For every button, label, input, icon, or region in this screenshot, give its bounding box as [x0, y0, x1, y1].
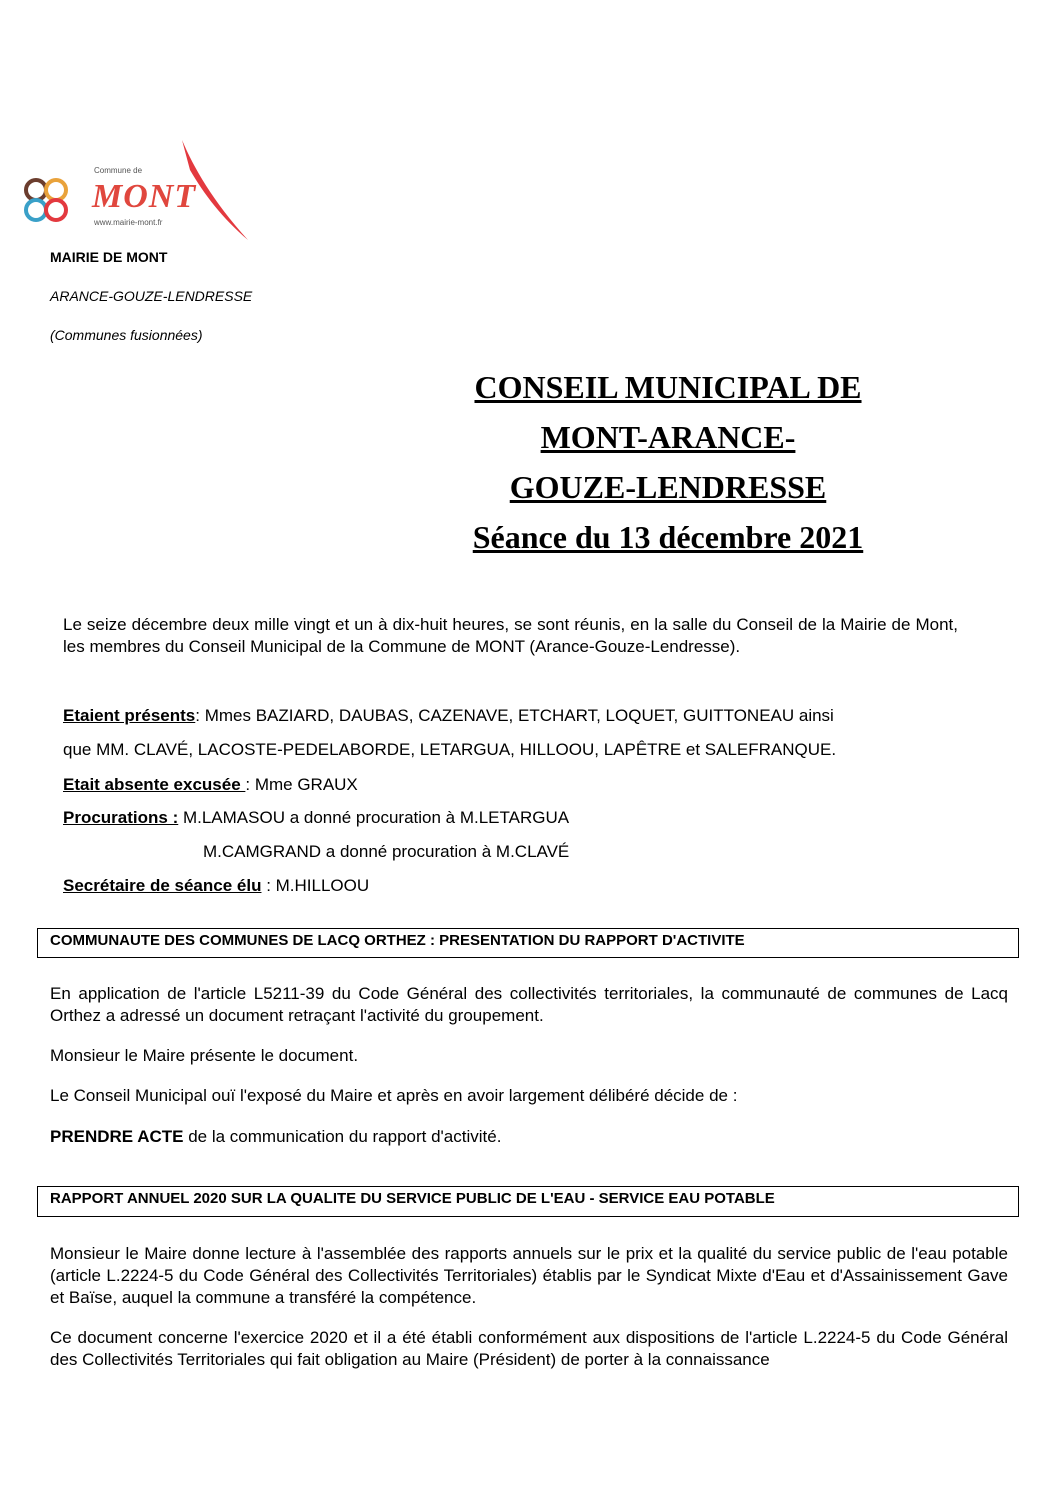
logo-url: www.mairie-mont.fr	[94, 218, 163, 227]
section-heading-eau-potable: RAPPORT ANNUEL 2020 SUR LA QUALITE DU SERVICE PUBLIC DE L'EAU - SERVICE EAU POTABLE	[37, 1186, 1019, 1217]
absent-text: : Mme GRAUX	[245, 775, 358, 794]
proxy-text-1: M.LAMASOU a donné procuration à M.LETARGUA	[178, 808, 570, 827]
section2-paragraph-1: Monsieur le Maire donne lecture à l'assemblée des rapports annuels sur le prix et la qualité du service public de l'eau potable (article L.2224-5 du Code Général des Collectivités Territoriales) établis par le Syndicat Mixte d'Eau et d'Assainissement Gave et Baïse, auquel la commune a transféré la compétence.	[50, 1244, 1008, 1307]
commune-logo	[22, 138, 252, 242]
intro-paragraph: Le seize décembre deux mille vingt et un à dix-huit heures, se sont réunis, en la salle du Conseil de la Mairie de Mont, les membres du Conseil Municipal de la Commune de MONT (Arance-Gouze-Lendresse).	[63, 615, 958, 656]
section1-paragraph-2: Monsieur le Maire présente le document.	[50, 1046, 359, 1065]
proxy-line	[63, 808, 569, 828]
logo-name: MONT	[92, 178, 197, 215]
title-line-3: GOUZE-LENDRESSE	[509, 469, 827, 505]
section-heading-lacq-orthez: COMMUNAUTE DES COMMUNES DE LACQ ORTHEZ : PRESENTATION DU RAPPORT D'ACTIVITE	[37, 928, 1019, 958]
title-line-2: MONT-ARANCE-	[540, 419, 796, 455]
section1-paragraph-3: Le Conseil Municipal ouï l'exposé du Maire et après en avoir largement délibéré décide de :	[50, 1086, 738, 1105]
present-line-2: que MM. CLAVÉ, LACOSTE-PEDELABORDE, LETARGUA, HILLOOU, LAPÊTRE et SALEFRANQUE.	[63, 740, 837, 759]
mairie-name: MAIRIE DE MONT	[50, 249, 168, 265]
prendre-acte-label: PRENDRE ACTE	[50, 1127, 184, 1146]
absent-line	[63, 775, 358, 795]
title-line-1: CONSEIL MUNICIPAL DE	[474, 369, 862, 405]
logo-commune-label: Commune de	[94, 166, 143, 175]
prendre-acte-text: de la communication du rapport d'activité.	[183, 1127, 502, 1146]
communes-names: ARANCE-GOUZE-LENDRESSE	[50, 288, 253, 304]
secretary-line	[63, 876, 369, 896]
section1-paragraph-4	[50, 1126, 1008, 1148]
title-line-4: Séance du 13 décembre 2021	[472, 519, 864, 555]
secretary-label: Secrétaire de séance élu	[63, 876, 262, 895]
proxy-label: Procurations :	[63, 808, 179, 827]
present-text: : Mmes BAZIARD, DAUBAS, CAZENAVE, ETCHART, LOQUET, GUITTONEAU ainsi	[195, 706, 834, 725]
proxy-text-2: M.CAMGRAND a donné procuration à M.CLAVÉ	[203, 842, 570, 861]
section2-paragraph-2: Ce document concerne l'exercice 2020 et il a été établi conformément aux dispositions de l'article L.2224-5 du Code Général des Collectivités Territoriales qui fait obligation au Maire (Président) de porter à la connaissance	[50, 1328, 1008, 1369]
page-title	[418, 362, 918, 562]
present-line	[63, 706, 834, 726]
secretary-text: : M.HILLOOU	[261, 876, 370, 895]
present-label: Etaient présents	[63, 706, 196, 725]
communes-note: (Communes fusionnées)	[50, 327, 203, 343]
absent-label: Etait absente excusée	[63, 775, 246, 794]
section1-paragraph-1: En application de l'article L5211-39 du Code Général des collectivités territoriales, la communauté de communes de Lacq Orthez a adressé un document retraçant l'activité du groupement.	[50, 984, 1008, 1025]
